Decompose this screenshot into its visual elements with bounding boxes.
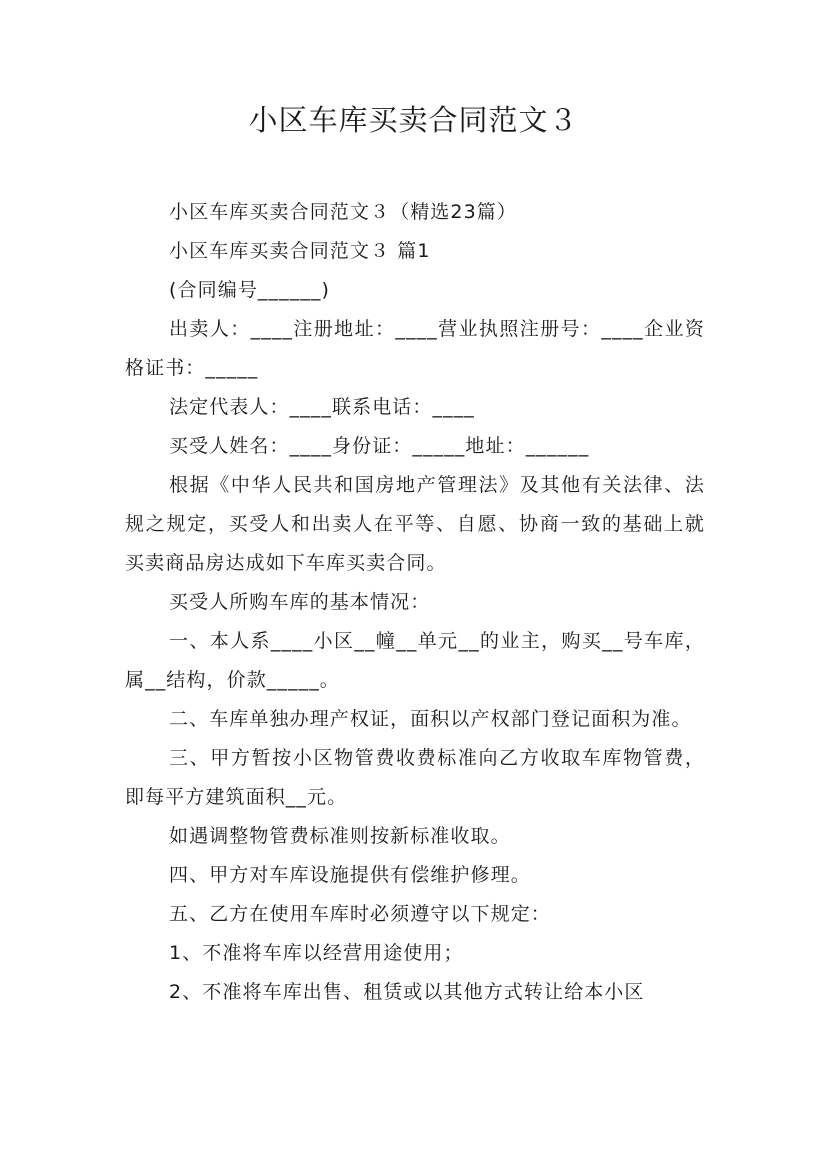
paragraph-basic-info: 买受人所购车库的基本情况： [169, 591, 431, 613]
paragraph-contract-number: (合同编号______) [169, 279, 331, 301]
paragraph-clause-2: 二、车库单独办理产权证，面积以产权部门登记面积为准。 [169, 708, 692, 730]
paragraph-rule-2: 2、不准将车库出售、租赁或以其他方式转让给本小区 [169, 981, 645, 1003]
paragraph-rule-1: 1、不准将车库以经营用途使用； [169, 942, 464, 964]
paragraph-legal-rep: 法定代表人：____联系电话：____ [169, 396, 475, 418]
paragraph-clause-3: 三、甲方暂按小区物管费收费标准向乙方收取车库物管费，即每平方建筑面积__元。 [125, 747, 705, 808]
paragraph-fee-adjust: 如遇调整物管费标准则按新标准收取。 [169, 825, 511, 847]
paragraph-clause-5: 五、乙方在使用车库时必须遵守以下规定： [169, 903, 551, 925]
paragraph-section-title: 小区车库买卖合同范文３ 篇1 [169, 240, 431, 262]
paragraph-clause-4: 四、甲方对车库设施提供有偿维护修理。 [169, 864, 531, 886]
paragraph-buyer: 买受人姓名：____身份证：_____地址：______ [169, 435, 590, 457]
document-body [125, 193, 705, 1012]
document-title: 小区车库买卖合同范文３ [248, 103, 579, 137]
paragraph-seller: 出卖人：____注册地址：____营业执照注册号：____企业资格证书：_____ [125, 318, 705, 379]
paragraph-basis: 根据《中华人民共和国房地产管理法》及其他有关法律、法规之规定，买受人和出卖人在平等、自愿、协商一致的基础上就买卖商品房达成如下车库买卖合同。 [125, 474, 705, 574]
paragraph-heading: 小区车库买卖合同范文３（精选23篇） [169, 201, 517, 223]
paragraph-clause-1: 一、本人系____小区__幢__单元__的业主，购买__号车库，属__结构，价款_____。 [125, 630, 705, 691]
